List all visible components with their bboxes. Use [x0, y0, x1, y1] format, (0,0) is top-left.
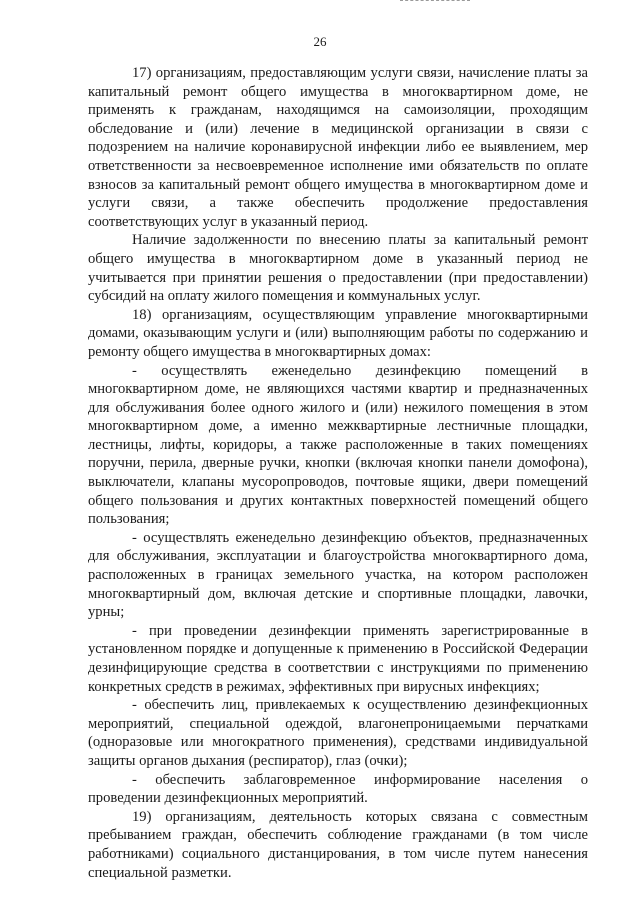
paragraph-item-18: 18) организациям, осуществляющим управление многоквартирными домами, оказывающим услуги и (или) выполняющим работы по содержанию и ремонту общего имущества в многоквартирных домах:	[88, 306, 588, 360]
bullet-disinfect-premises: - осуществлять еженедельно дезинфекцию помещений в многоквартирном доме, не являющихся частями квартир и предназначенных для обслуживания более одного жилого и (или) нежилого помещения в этом многоквартирном доме, а именно межквартирные лестничные площадки, лестницы, лифты, коридоры, а также расположенные в таких помещениях поручни, перила, дверные ручки, кнопки (включая кнопки панели домофона), выключатели, клапаны мусоропроводов, почтовые ящики, двери помещений общего пользования и других контактных поверхностей помещений общего пользования;	[88, 362, 588, 528]
bullet-inform-residents: - обеспечить заблаговременное информирование населения о проведении дезинфекционных мероприятий.	[88, 771, 588, 807]
paragraph-debt-note: Наличие задолженности по внесению платы за капитальный ремонт общего имущества в многоквартирном доме в указанный период не учитывается при принятии решения о предоставлении (при предоставлении) субсидий на оплату жилого помещения и коммунальных услуг.	[88, 232, 588, 305]
bullet-disinfect-objects: - осуществлять еженедельно дезинфекцию объектов, предназначенных для обслуживания, эксплуатации и благоустройства многоквартирного дома, расположенных в границах земельного участка, на котором расположен многоквартирный дом, включая детские и спортивные площадки, лавочки, урны;	[88, 529, 588, 621]
page-number: 26	[313, 34, 327, 49]
bullet-disinfectants: - при проведении дезинфекции применять зарегистрированные в установленном порядке и допущенные к применению в Российской Федерации дезинфицирующие средства в соответствии с инструкциями по применению конкретных средств в режимах, эффективных при вирусных инфекциях;	[88, 622, 588, 695]
paragraph-item-19: 19) организациям, деятельность которых связана с совместным пребыванием граждан, обеспечить соблюдение гражданами (в том числе работниками) социального дистанцирования, в том числе путем нанесения специальной разметки.	[88, 808, 588, 881]
paragraph-item-17: 17) организациям, предоставляющим услуги связи, начисление платы за капитальный ремонт общего имущества в многоквартирном доме, не применять к гражданам, находящимся на самоизоляции, проходящим обследование и (или) лечение в медицинской организации в связи с подозрением на наличие коронавирусной инфекции либо ее выявлением, мер ответственности за несвоевременное исполнение ими обязательств по оплате взносов за капитальный ремонт общего имущества в многоквартирном доме и услуги связи, а также обеспечить продолжение предоставления соответствующих услуг в указанный период.	[88, 65, 588, 230]
document-body	[88, 64, 588, 882]
scan-edge-mark	[400, 0, 470, 2]
bullet-protective-equipment: - обеспечить лиц, привлекаемых к осуществлению дезинфекционных мероприятий, специальной одеждой, влагонепроницаемыми перчатками (одноразовые или многократного применения), средствами индивидуальной защиты органов дыхания (респиратор), глаз (очки);	[88, 697, 588, 769]
